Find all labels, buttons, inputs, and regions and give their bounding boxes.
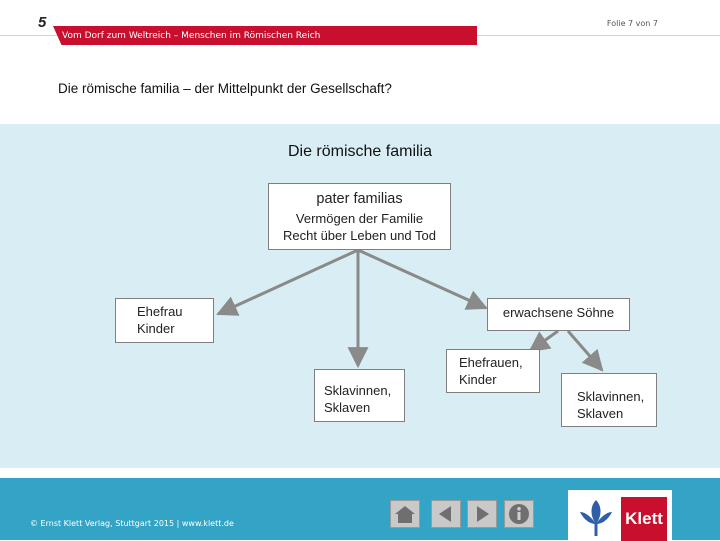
slide-headline: Die römische familia – der Mittelpunkt der Gesellschaft? [58, 81, 392, 96]
ehefrau-box [115, 298, 214, 343]
copyright-text: © Ernst Klett Verlag, Stuttgart 2015 | www.klett.de [30, 519, 234, 528]
arrow-to-soehne [358, 250, 486, 308]
info-icon [508, 503, 530, 525]
diagram-title: Die römische familia [287, 143, 433, 160]
sklaven-label: Sklaven [324, 400, 371, 415]
pater-title: pater familias [316, 191, 403, 207]
sklavinnen-label: Sklavinnen, [577, 389, 645, 404]
home-button[interactable] [390, 500, 420, 528]
sklaven-left-box [314, 369, 405, 422]
back-icon [436, 504, 456, 524]
kinder-label: Kinder [459, 372, 497, 387]
page-number: 5 [38, 14, 47, 31]
klett-clover-icon [574, 494, 618, 538]
back-button[interactable] [431, 500, 461, 528]
soehne-box [487, 298, 630, 331]
ehefrauen-label: Ehefrauen, [459, 355, 523, 370]
forward-button[interactable] [467, 500, 497, 528]
slide-count: Folie 7 von 7 [606, 19, 658, 28]
arrow-to-sklaven-right [568, 331, 602, 370]
pater-line-recht: Recht über Leben und Tod [283, 228, 436, 243]
klett-wordmark: Klett [621, 497, 667, 541]
arrow-to-ehefrauen [530, 331, 558, 351]
forward-icon [472, 504, 492, 524]
sklaven-label: Sklaven [577, 406, 624, 421]
banner-title: Vom Dorf zum Weltreich – Menschen im Römischen Reich [62, 31, 321, 41]
pater-line-vermoegen: Vermögen der Familie [295, 211, 424, 226]
info-button[interactable] [504, 500, 534, 528]
home-icon [394, 504, 416, 524]
arrow-to-ehefrau [218, 250, 358, 314]
pater-familias-box [268, 183, 451, 250]
sklavinnen-label: Sklavinnen, [324, 383, 392, 398]
ehefrauen-box [446, 349, 540, 393]
soehne-label: erwachsene Söhne [502, 305, 615, 320]
ehefrau-label: Ehefrau [137, 304, 183, 319]
sklaven-right-box [561, 373, 657, 427]
kinder-label: Kinder [137, 321, 175, 336]
